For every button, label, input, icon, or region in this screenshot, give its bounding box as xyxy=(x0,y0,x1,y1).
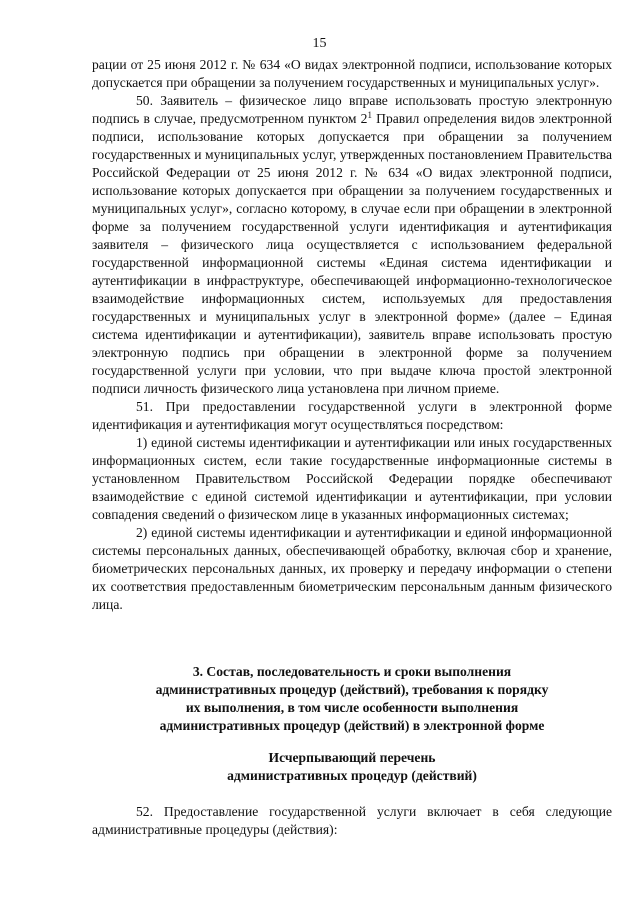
paragraph-50 xyxy=(92,92,612,398)
continuation-paragraph: рации от 25 июня 2012 г. № 634 «О видах электронной подписи, использование которых допускается при обращении за получением государственных и муниципальных услуг». xyxy=(92,57,612,90)
subsection-heading xyxy=(92,749,612,785)
paragraph-52-block xyxy=(92,803,612,839)
section-heading-line: административных процедур (действий) в электронной форме xyxy=(159,718,545,733)
list-item-2: 2) единой системы идентификации и аутентификации и единой информационной системы персональных данных, обеспечивающей обработку, включая сбор и хранение, биометрических персональных данных, их проверку и передачу информации о степени их соответствия предоставленным биометрическим персональным данным физического лица. xyxy=(92,525,612,612)
page-number: 15 xyxy=(312,36,327,51)
list-item-1: 1) единой системы идентификации и аутентификации или иных государственных информационных систем, если такие государственные информационные системы в установленном Правительством Российской Федерации порядке обеспечивают взаимодействие с единой системой идентификации и аутентификации, при условии совпадения сведений о физическом лице в указанных информационных системах; xyxy=(92,435,612,522)
paragraph-50-end: Правил определения видов электронной подписи, использование которых допускается при обращении за получением государственных и муниципальных услуг, утвержденных постановлением Правительства Российской Федерации от 25 июня 2012 г. № 634 «О видах электронной подписи, использование которых допускается при обращении за получением государственных и муниципальных услуг», согласно которому, в случае если при обращении в электронной форме за получением государственной услуги идентификация и аутентификация заявителя – физического лица осуществляется с использованием федеральной государственной информационной системы «Единая система идентификации и аутентификации в инфраструктуре, обеспечивающей информационно-технологическое взаимодействие информационных систем, используемых для предоставления государственных и муниципальных услуг в электронной форме» (далее – Единая система идентификации и аутентификации), заявитель вправе использовать простую электронную подпись при обращении в электронной форме за получением государственной услуги при условии, что при выдаче ключа простой электронной подписи личность физического лица установлена при личном приеме. xyxy=(92,111,612,396)
section-heading-line: административных процедур (действий), требования к порядку xyxy=(155,682,549,697)
section-heading-line: их выполнения, в том числе особенности выполнения xyxy=(185,700,519,715)
footnote-superscript: 1 xyxy=(367,110,372,120)
paragraph-51: 51. При предоставлении государственной услуги в электронной форме идентификация и аутентификация могут осуществляться посредством: xyxy=(92,399,612,432)
paragraph-52: 52. Предоставление государственной услуги включает в себя следующие административные процедуры (действия): xyxy=(92,804,612,837)
subsection-heading-line: Исчерпывающий перечень xyxy=(268,750,436,765)
paragraph-50-start: 50. Заявитель – физическое лицо вправе использовать простую электронную подпись в случае, предусмотренном пунктом 2 xyxy=(92,93,612,126)
section-heading-line: 3. Состав, последовательность и сроки выполнения xyxy=(192,664,512,679)
section-heading xyxy=(92,663,612,735)
document-body xyxy=(92,56,612,614)
subsection-heading-line: административных процедур (действий) xyxy=(227,768,477,783)
